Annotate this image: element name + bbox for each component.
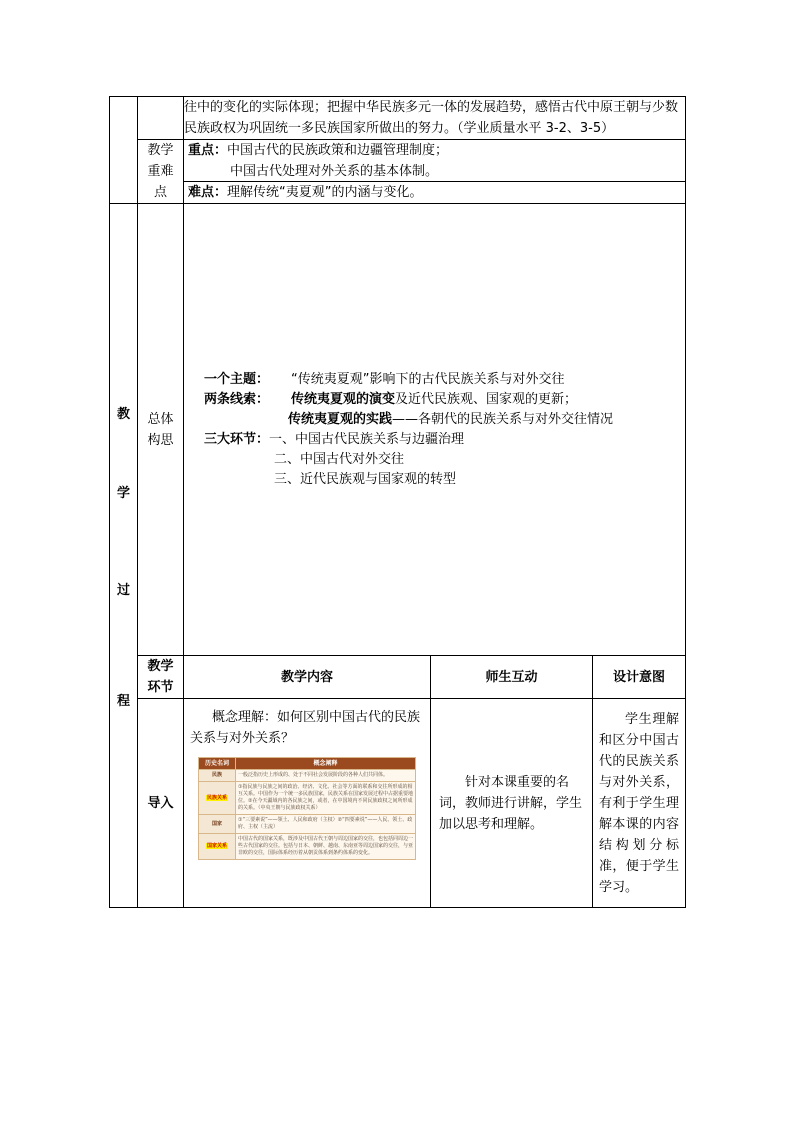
- intro-intent: 学生理解和区分中国古代的民族关系与对外关系，有利于学生理解本课的内容结构划分标准，便于学生学习。: [593, 699, 686, 908]
- concept-term: 国家关系: [206, 843, 227, 849]
- overall-label-line1: 总体: [147, 411, 174, 427]
- theme-label: 一个主题：: [204, 371, 270, 387]
- content-header: 教学内容: [184, 656, 431, 699]
- process-label: [110, 204, 138, 908]
- key-points-label: [138, 140, 184, 204]
- focus-block: [184, 140, 685, 182]
- process-char-3: 过: [116, 582, 130, 598]
- interaction-header: 师生互动: [431, 656, 593, 699]
- focus-label: 重点：: [188, 143, 228, 158]
- key-points-label-line2: 重难: [147, 164, 174, 179]
- section-1: 一、中国古代民族关系与边疆治理: [269, 431, 465, 447]
- focus-item-1: 中国古代的民族政策和边疆管理制度；: [227, 143, 449, 158]
- concept-term: 民族关系: [206, 794, 227, 801]
- concept-desc: 中国古代的国家关系，既涉及中国古代王朝与周边国家的交往，也包括同周边一些古代国家的交往。包括与日本、朝鲜、越南、东南亚等周边国家的交往，与亚非欧的交往，国际体系经历着从朝贡体系到条约体系的变化。: [236, 834, 416, 860]
- concept-desc: ①“三要素说”——领土、人民和政府（主权）②“四要素说”——人民、领土、政府、主权（主流）: [236, 815, 416, 834]
- clues-label: 两条线索：: [204, 391, 270, 407]
- focus-item-2: 中国古代处理对外关系的基本体制。: [230, 164, 439, 179]
- clue1-rest: 及近代民族观、国家观的更新；: [395, 391, 578, 407]
- theme-line: [204, 370, 685, 390]
- blank-left-cell: [110, 97, 138, 204]
- concept-row: [199, 834, 416, 860]
- overall-content: [184, 204, 686, 656]
- section-2: 二、中国古代对外交往: [274, 451, 405, 467]
- stage-header-line1: 教学: [147, 659, 174, 674]
- clue-line-1: [204, 390, 685, 410]
- overall-label-line2: 构思: [147, 432, 174, 448]
- concept-term: 民族: [199, 770, 236, 782]
- lesson-plan-table: [109, 96, 686, 908]
- concept-head-term: 历史名词: [199, 758, 236, 770]
- concept-question: 概念理解：如何区别中国古代的民族关系与对外关系？: [190, 710, 421, 746]
- sections-line-1: [204, 430, 685, 450]
- intro-content: [184, 699, 431, 908]
- concept-desc: ①指民族与民族之间的政治、经济、文化、社会等方面的联系和交往所形成的相互关系。中国作为一个统一多民族国家，民族关系在国家发展过程中占据重要地位。②在今天疆域内的各民族之间，或者，在中国境内不同民族政权之间所形成的关系。（中央王朝与民族政权关系）: [236, 782, 416, 815]
- clue2-bold: 传统夷夏观的实践: [288, 411, 393, 427]
- concept-row: [199, 815, 416, 834]
- concept-term-cell: [199, 834, 236, 860]
- key-points-content: [184, 140, 686, 204]
- concept-row: [199, 782, 416, 815]
- concept-term: 国家: [199, 815, 236, 834]
- concept-desc: 一般泛指历史上形成的、处于不同社会发展阶段的各种人们共同体。: [236, 770, 416, 782]
- process-char-1: 教: [116, 406, 130, 422]
- clue1-bold: 传统夷夏观的演变: [291, 391, 396, 407]
- difficulty-label: 难点：: [188, 185, 228, 200]
- difficulty-block: [184, 182, 685, 203]
- stage-header-line2: 环节: [147, 680, 174, 695]
- concept-image-table: [198, 757, 416, 860]
- intent-header: 设计意图: [593, 656, 686, 699]
- process-char-2: 学: [116, 485, 130, 501]
- concept-row: [199, 770, 416, 782]
- clue2-rest: ——各朝代的民族关系与对外交往情况: [392, 411, 614, 427]
- blank-label-cell: [138, 97, 184, 140]
- process-char-4: 程: [116, 693, 130, 709]
- intro-stage: 导入: [138, 699, 184, 908]
- section-3: 三、近代民族观与国家观的转型: [274, 471, 457, 487]
- concept-head-desc: 概念阐释: [236, 758, 416, 770]
- stage-header: [138, 656, 184, 699]
- overall-label: [138, 204, 184, 656]
- theme-text: “传统夷夏观”影响下的古代民族关系与对外交往: [291, 371, 565, 387]
- concept-term-cell: [199, 782, 236, 815]
- goals-continuation: 往中的变化的实际体现；把握中华民族多元一体的发展趋势，感悟古代中原王朝与少数民族政权为巩固统一多民族国家所做出的努力。（学业质量水平 3-2、3-5）: [184, 97, 686, 140]
- key-points-label-line1: 教学: [147, 143, 174, 158]
- key-points-label-line3: 点: [153, 185, 167, 200]
- intro-interaction: 针对本课重要的名词，教师进行讲解，学生加以思考和理解。: [431, 699, 593, 908]
- sections-label: 三大环节：: [204, 431, 270, 447]
- concept-table-head: [199, 758, 416, 770]
- difficulty-text: 理解传统“夷夏观”的内涵与变化。: [227, 185, 423, 200]
- clue-line-2: [204, 410, 685, 430]
